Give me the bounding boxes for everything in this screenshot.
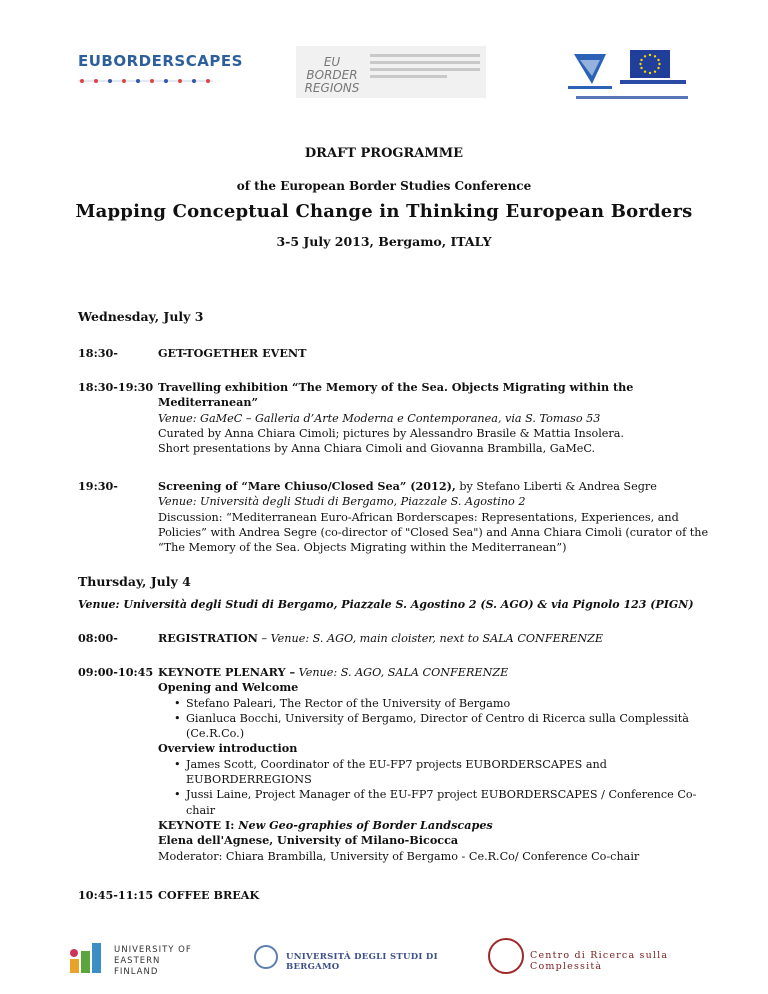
list-item: • Stefano Paleari, The Rector of the University of Bergamo	[158, 696, 718, 711]
cercro-logo	[488, 938, 710, 974]
fp7-logo-icon	[566, 50, 614, 90]
cercro-seal-icon	[488, 938, 524, 974]
euborderscapes-dots-icon	[78, 76, 213, 86]
eu-commission-caption-graphic	[620, 80, 686, 84]
unibg-seal-icon	[254, 945, 278, 969]
session-title: Screening of “Mare Chiuso/Closed Sea” (2012),	[158, 479, 456, 493]
session-title-credits: by Stefano Liberti & Andrea Segre	[455, 480, 657, 493]
session-title: KEYNOTE PLENARY –	[158, 665, 296, 679]
session-time: 18:30-	[78, 346, 118, 360]
keynote-speaker: Elena dell'Agnese, University of Milano-Bicocca	[158, 833, 459, 848]
cercro-name: Centro di Ricerca sulla Complessità	[530, 950, 669, 972]
session-time: 19:30-	[78, 479, 118, 493]
session-time: 18:30-19:30	[78, 380, 154, 394]
session-venue: Venue: Università degli Studi di Bergamo, Piazzale S. Agostino 2	[158, 495, 526, 509]
keynote-label: KEYNOTE I:	[158, 817, 239, 832]
schedule-row	[78, 888, 718, 903]
euborderscapes-wordmark: EUBORDERSCAPES	[78, 52, 243, 70]
session-time: 09:00-10:45	[78, 665, 154, 679]
eu-border-regions-logo	[296, 46, 486, 98]
eu-funding-caption-graphic	[576, 96, 688, 99]
session-moderator: Moderator: Chiara Brambilla, University of Bergamo - Ce.R.Co/ Conference Co-chair	[158, 849, 640, 863]
session-title: Travelling exhibition “The Memory of the Sea. Objects Migrating within the Mediterranean”	[158, 380, 634, 410]
conference-title: Mapping Conceptual Change in Thinking European Borders	[75, 201, 693, 222]
uef-name-line2: EASTERN FINLAND	[114, 956, 161, 977]
day-heading-thursday: Thursday, July 4	[78, 574, 191, 589]
euborderscapes-logo	[78, 52, 243, 94]
session-detail: Short presentations by Anna Chiara Cimoli and Giovanna Brambilla, GaMeC.	[158, 442, 596, 456]
schedule-row	[78, 346, 718, 361]
subsection-heading: Overview introduction	[158, 741, 298, 756]
session-time: 08:00-	[78, 631, 118, 645]
uef-name-line1: UNIVERSITY OF	[114, 945, 192, 955]
schedule-row	[78, 380, 718, 456]
keynote-title: New Geo-graphies of Border Landscapes	[238, 817, 493, 832]
session-venue: Venue: S. AGO, SALA CONFERENZE	[295, 666, 509, 679]
eu-border-regions-wordmark: EU BORDER REGIONS	[304, 55, 360, 95]
session-title: COFFEE BREAK	[158, 888, 260, 902]
schedule-row	[78, 631, 718, 646]
eu-flag-icon	[630, 50, 670, 78]
title-block	[0, 146, 768, 249]
conference-subtitle: of the European Border Studies Conference	[236, 179, 532, 193]
header-logos	[0, 40, 768, 110]
list-item: • Jussi Laine, Project Manager of the EU-FP7 project EUBORDERSCAPES / Conference Co-chair	[158, 787, 718, 818]
unibg-name: UNIVERSITÀ DEGLI STUDI DI BERGAMO	[286, 952, 438, 972]
list-item: • James Scott, Coordinator of the EU-FP7 projects EUBORDERSCAPES and EUBORDERREGIONS	[158, 757, 718, 788]
unibg-logo	[254, 945, 474, 973]
session-detail: Discussion: “Mediterranean Euro-African Borderscapes: Representations, Experiences, and Policies” with Andrea Segre (co-director of "Closed Sea") and Anna Chiara Cimoli (curator of the “The Memory of the Sea. Objects Migrating within the Mediterranean”)	[158, 510, 709, 555]
draft-programme-heading: DRAFT PROGRAMME	[304, 146, 464, 161]
day-heading-wednesday: Wednesday, July 3	[78, 309, 204, 324]
session-title: REGISTRATION	[158, 631, 258, 645]
eu-border-regions-subtext-graphic	[370, 54, 480, 82]
uef-emblem-icon	[68, 939, 104, 975]
session-title: GET-TOGETHER EVENT	[158, 346, 307, 360]
schedule-row	[78, 665, 718, 864]
session-venue: – Venue: S. AGO, main cloister, next to SALA CONFERENZE	[257, 632, 604, 645]
session-venue: Venue: GaMeC – Galleria d’Arte Moderna e Contemporanea, via S. Tomaso 53	[158, 411, 601, 425]
session-time: 10:45-11:15	[78, 888, 154, 902]
day-venue: Venue: Università degli Studi di Bergamo, Piazzale S. Agostino 2 (S. AGO) & via Pignolo 123 (PIGN)	[78, 598, 694, 611]
conference-date-location: 3-5 July 2013, Bergamo, ITALY	[276, 234, 492, 249]
list-item: • Gianluca Bocchi, University of Bergamo, Director of Centro di Ricerca sulla Complessità (Ce.R.Co.)	[158, 711, 718, 742]
uef-logo	[68, 935, 208, 975]
session-detail: Curated by Anna Chiara Cimoli; pictures by Alessandro Brasile & Mattia Insolera.	[158, 426, 624, 440]
schedule-row	[78, 479, 718, 555]
subsection-heading: Opening and Welcome	[158, 680, 299, 695]
